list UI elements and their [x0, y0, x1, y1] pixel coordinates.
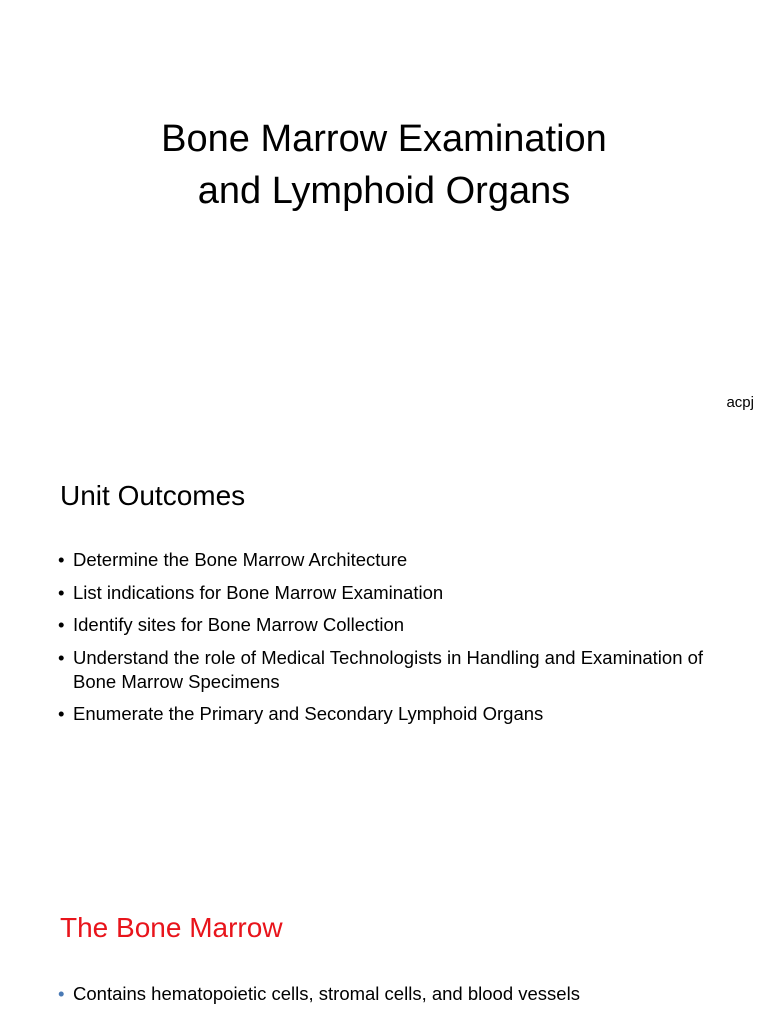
title-line-2: and Lymphoid Organs — [197, 170, 571, 212]
bullet-icon: • — [58, 614, 65, 635]
list-item-text: List indications for Bone Marrow Examination — [73, 581, 444, 603]
presentation-title — [0, 113, 768, 217]
title-line-1: Bone Marrow Examination — [161, 118, 607, 160]
list-item — [58, 646, 718, 694]
title-slide — [0, 0, 768, 440]
list-item-text: Contains hematopoietic cells, stromal cells, and blood vessels — [73, 983, 580, 1004]
list-item-text: Determine the Bone Marrow Architecture — [73, 549, 408, 570]
bone-marrow-slide — [0, 880, 768, 1024]
bullet-icon: • — [58, 549, 65, 570]
list-item — [58, 613, 718, 637]
outcomes-list — [58, 548, 718, 735]
list-item-text: Understand the role of Medical Technologists in Handling and Examination of Bone Marrow Specimens — [73, 646, 704, 692]
list-item-text: Enumerate the Primary and Secondary Lymphoid Organs — [73, 703, 544, 724]
bullet-icon: • — [58, 646, 65, 668]
slide-heading: Unit Outcomes — [60, 480, 246, 511]
list-item — [58, 702, 718, 726]
outcomes-slide — [0, 450, 768, 795]
list-item — [58, 548, 718, 572]
bone-marrow-list — [58, 982, 718, 1015]
bullet-icon: • — [58, 703, 65, 724]
author-initials: acpj — [726, 394, 754, 411]
list-item-text: Identify sites for Bone Marrow Collection — [73, 614, 405, 635]
bullet-icon: • — [58, 983, 65, 1004]
list-item — [58, 982, 718, 1006]
slide-heading: The Bone Marrow — [60, 912, 283, 943]
list-item — [58, 581, 718, 605]
bullet-icon: • — [58, 581, 65, 603]
